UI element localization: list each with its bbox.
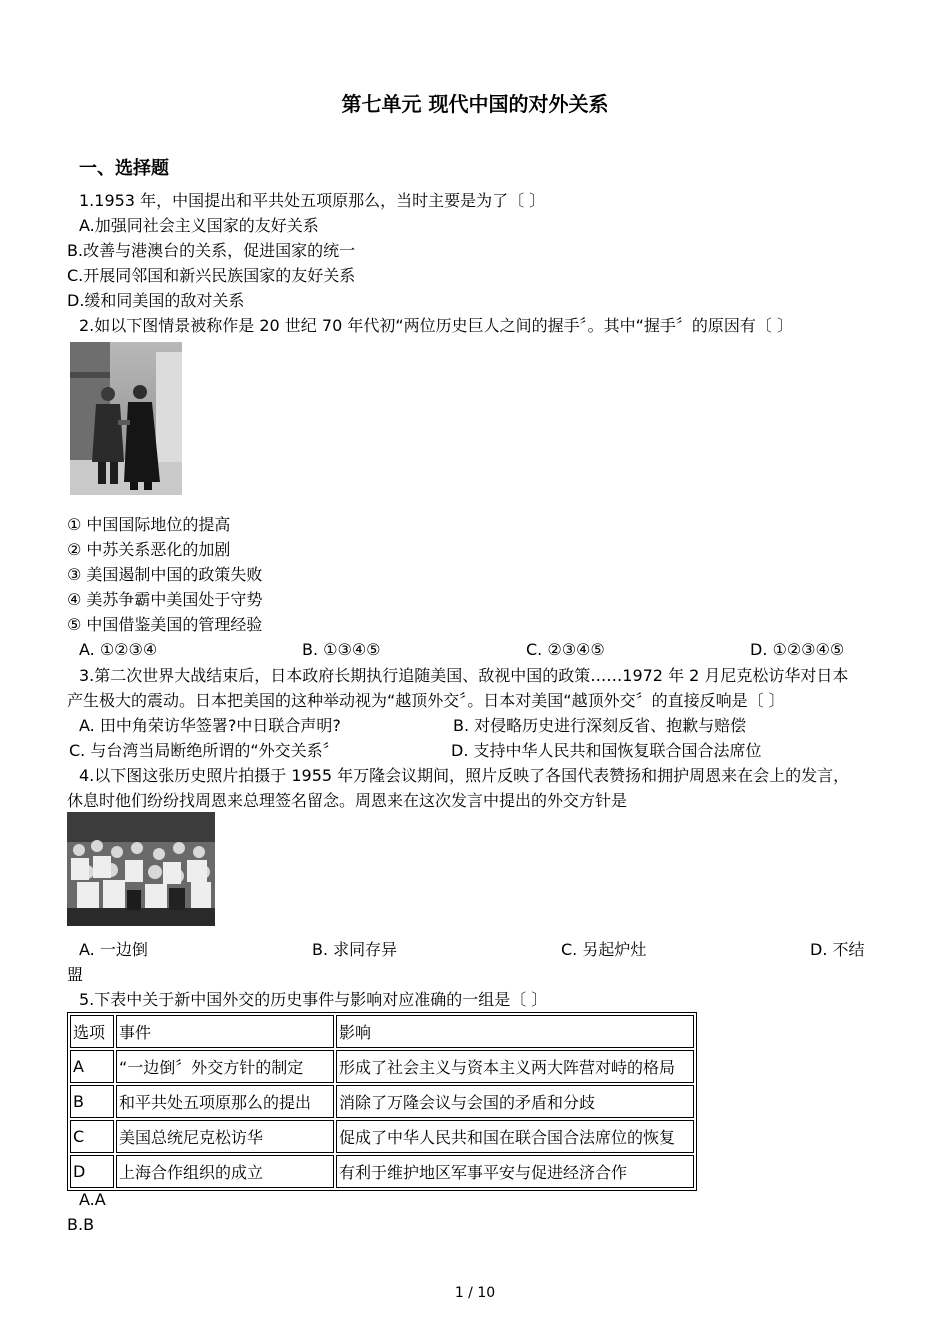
table-cell: C xyxy=(70,1120,114,1153)
q2-option-d: D. ①②③④⑤ xyxy=(750,640,845,659)
table-header-cell: 事件 xyxy=(116,1015,334,1048)
q3-stem-line1: 3.第二次世界大战结束后，日本政府长期执行追随美国、敌视中国的政策……1972 年 2 月尼克松访华对日本 xyxy=(79,666,849,685)
q5-option-b: B.B xyxy=(67,1215,95,1234)
table-row xyxy=(70,1155,694,1188)
q4-option-d: D. 不结 xyxy=(810,940,865,959)
table-cell: A xyxy=(70,1050,114,1083)
q1-option-d: D.缓和同美国的敌对关系 xyxy=(67,291,245,310)
q2-option-a: A. ①②③④ xyxy=(79,640,158,659)
section-heading: 一、选择题 xyxy=(79,158,169,179)
table-cell: 促成了中华人民共和国在联合国合法席位的恢复 xyxy=(336,1120,694,1153)
table-cell: 形成了社会主义与资本主义两大阵营对峙的格局 xyxy=(336,1050,694,1083)
handshake-photo xyxy=(70,342,182,495)
table-cell: “一边倒〞外交方针的制定 xyxy=(116,1050,334,1083)
q2-item-5: ⑤ 中国借鉴美国的管理经验 xyxy=(67,615,263,634)
table-cell: 美国总统尼克松访华 xyxy=(116,1120,334,1153)
q3-option-b: B. 对侵略历史进行深刻反省、抱歉与赔偿 xyxy=(453,716,747,735)
table-cell: B xyxy=(70,1085,114,1118)
table-cell: 和平共处五项原那么的提出 xyxy=(116,1085,334,1118)
table-row xyxy=(70,1085,694,1118)
table-cell: 消除了万隆会议与会国的矛盾和分歧 xyxy=(336,1085,694,1118)
q4-option-b: B. 求同存异 xyxy=(312,940,398,959)
q1-stem: 1.1953 年，中国提出和平共处五项原那么，当时主要是为了〔 〕 xyxy=(79,191,546,210)
q1-option-c: C.开展同邻国和新兴民族国家的友好关系 xyxy=(67,266,356,285)
q2-option-b: B. ①③④⑤ xyxy=(302,640,381,659)
page-title: 第七单元 现代中国的对外关系 xyxy=(341,92,609,116)
table-row xyxy=(70,1120,694,1153)
q2-item-1: ① 中国国际地位的提高 xyxy=(67,515,231,534)
q4-option-d-wrap: 盟 xyxy=(67,965,84,984)
q2-item-2: ② 中苏关系恶化的加剧 xyxy=(67,540,231,559)
q2-item-3: ③ 美国遏制中国的政策失败 xyxy=(67,565,263,584)
bandung-photo xyxy=(67,812,215,926)
q2-item-4: ④ 美苏争霸中美国处于守势 xyxy=(67,590,263,609)
q4-option-a: A. 一边倒 xyxy=(79,940,148,959)
q3-stem-line2: 产生极大的震动。日本把美国的这种举动视为“越顶外交〞。日本对美国“越顶外交〞的直接反响是〔 〕 xyxy=(67,691,785,710)
q2-stem: 2.如以下图情景被称作是 20 世纪 70 年代初“两位历史巨人之间的握手〞。其中“握手〞的原因有〔 〕 xyxy=(79,316,793,335)
q5-stem: 5.下表中关于新中国外交的历史事件与影响对应准确的一组是〔 〕 xyxy=(79,990,548,1009)
q3-option-c: C. 与台湾当局断绝所谓的“外交关系〞 xyxy=(69,741,339,760)
q4-option-c: C. 另起炉灶 xyxy=(561,940,647,959)
q5-table xyxy=(67,1012,697,1191)
q1-option-b: B.改善与港澳台的关系，促进国家的统一 xyxy=(67,241,356,260)
table-cell: 上海合作组织的成立 xyxy=(116,1155,334,1188)
table-header-cell: 选项 xyxy=(70,1015,114,1048)
q4-stem-line1: 4.以下图这张历史照片拍摄于 1955 年万隆会议期间，照片反映了各国代表赞扬和拥护周恩来在会上的发言， xyxy=(79,766,850,785)
page-number: 1 / 10 xyxy=(454,1285,496,1301)
q4-stem-line2: 休息时他们纷纷找周恩来总理签名留念。周恩来在这次发言中提出的外交方针是 xyxy=(67,791,628,810)
q1-option-a: A.加强同社会主义国家的友好关系 xyxy=(79,216,319,235)
table-header-row xyxy=(70,1015,694,1048)
table-row xyxy=(70,1050,694,1083)
q2-option-c: C. ②③④⑤ xyxy=(526,640,605,659)
table-cell: 有利于维护地区军事平安与促进经济合作 xyxy=(336,1155,694,1188)
q3-option-a: A. 田中角荣访华签署?中日联合声明? xyxy=(79,716,341,735)
table-cell: D xyxy=(70,1155,114,1188)
q3-option-d: D. 支持中华人民共和国恢复联合国合法席位 xyxy=(451,741,762,760)
q5-option-a: A.A xyxy=(79,1190,106,1209)
table-header-cell: 影响 xyxy=(336,1015,694,1048)
